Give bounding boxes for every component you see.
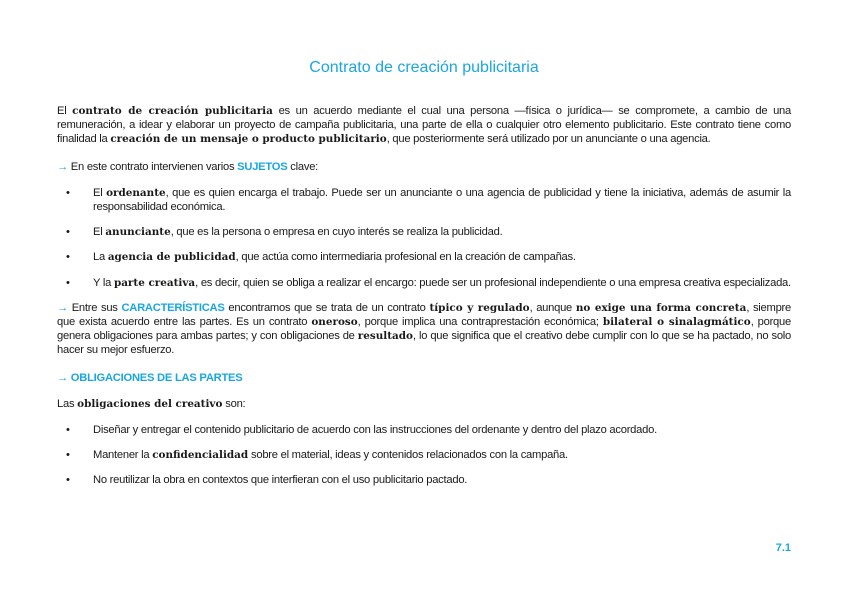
sujetos-text: clave: [287, 160, 319, 173]
bullet-icon: • [66, 226, 70, 239]
item-text: Diseñar y entregar el contenido publicitario de acuerdo con las instrucciones del ordenante y dentro del plazo acordado. [93, 424, 657, 437]
item-text: No reutilizar la obra en contextos que interfieran con el uso publicitario pactado. [93, 474, 468, 487]
item-text: , que actúa como intermediaria profesional en la creación de campañas. [235, 251, 576, 264]
item-text: Y la [93, 276, 114, 289]
bullet-icon: • [66, 424, 70, 437]
intro-paragraph [57, 104, 791, 147]
item-text: El [93, 186, 107, 199]
intro-text: es un acuerdo mediante el cual una persona —física o jurídica— se compromete, a cambio de una remuneración, a idear y elaborar un proyecto de campaña publicitaria, una parte de ella o cualquier otro elemento publicitario. Este contrato tiene como finalidad la [57, 105, 792, 146]
obligaciones-lead [57, 397, 791, 411]
caracteristicas-text: encontramos que se trata de un contrato [224, 301, 430, 314]
caracteristicas-text: , siempre que exista acuerdo entre las partes. Es un contrato [57, 301, 791, 329]
item-text: , que es quien encarga el trabajo. Puede ser un anunciante o una agencia de publicidad y tiene la iniciativa, además de asumir la responsabilidad económica. [93, 186, 791, 214]
page-number: 7.1 [775, 542, 791, 554]
sujetos-highlight: SUJETOS [237, 160, 288, 173]
item-text: La [93, 251, 108, 264]
lead-text: Las [57, 397, 78, 410]
item-text: , que es la persona o empresa en cuyo interés se realiza la publicidad. [170, 226, 503, 239]
sujetos-text: En este contrato intervienen varios [67, 160, 238, 173]
obligaciones-heading: → OBLIGACIONES DE LAS PARTES [57, 371, 243, 384]
bullet-icon: • [66, 251, 70, 264]
list-item [57, 250, 791, 264]
caracteristicas-text: , aunque [529, 301, 576, 314]
intro-bold-term: contrato de creación publicitaria [72, 105, 273, 117]
bullet-icon: • [66, 276, 70, 289]
page-title: Contrato de creación publicitaria [309, 59, 539, 76]
item-bold-term: anunciante [105, 226, 171, 239]
caracteristicas-text: , porque implica una contraprestación económica; [357, 316, 603, 329]
intro-text: , que posteriormente será utilizado por un anunciante o una agencia. [386, 133, 711, 146]
list-item [57, 473, 791, 487]
list-item [57, 225, 791, 239]
document-body [57, 104, 791, 499]
list-item [57, 448, 791, 462]
caracteristicas-bold-term: típico y regulado [429, 301, 530, 314]
item-text: sobre el material, ideas y contenidos relacionados con la campaña. [248, 449, 568, 462]
item-bold-term: agencia de publicidad [107, 251, 236, 264]
caracteristicas-text: Entre sus [67, 301, 122, 314]
intro-text: El [57, 105, 73, 117]
caracteristicas-bold-term: no exige una forma concreta [575, 301, 747, 314]
sujetos-lead [57, 160, 791, 174]
item-bold-term: confidencialidad [152, 449, 249, 462]
caracteristicas-text: , porque genera obligaciones para ambas partes; y con obligaciones de [57, 316, 791, 343]
caracteristicas-bold-term: oneroso [311, 316, 358, 329]
lead-bold-term: obligaciones del creativo [77, 397, 223, 410]
list-item [57, 186, 791, 214]
sujetos-list [57, 186, 791, 290]
intro-bold-term: creación de un mensaje o producto publicitario [110, 133, 387, 146]
bullet-icon: • [66, 474, 70, 487]
item-bold-term: ordenante [106, 186, 166, 199]
caracteristicas-text: , lo que significa que el creativo debe cumplir con lo que se ha pactado, no solo hacer su mejor esfuerzo. [57, 330, 791, 357]
item-text: El [93, 226, 106, 239]
caracteristicas-bold-term: resultado [357, 330, 413, 343]
item-bold-term: parte creativa [113, 276, 196, 289]
item-text: Mantener la [93, 449, 153, 462]
obligaciones-list [57, 423, 791, 488]
caracteristicas-highlight: CARACTERÍSTICAS [121, 301, 225, 314]
list-item [57, 276, 791, 290]
lead-text: son: [222, 397, 246, 410]
bullet-icon: • [66, 449, 70, 462]
arrow-icon: → [57, 160, 68, 173]
bullet-icon: • [66, 186, 70, 199]
caracteristicas-bold-term: bilateral o sinalagmático [602, 316, 751, 329]
item-text: , es decir, quien se obliga a realizar el encargo: puede ser un profesional independiente o una empresa creativa especializada. [195, 276, 791, 289]
caracteristicas-paragraph [57, 301, 791, 358]
list-item [57, 423, 791, 437]
arrow-icon: → [57, 301, 68, 314]
